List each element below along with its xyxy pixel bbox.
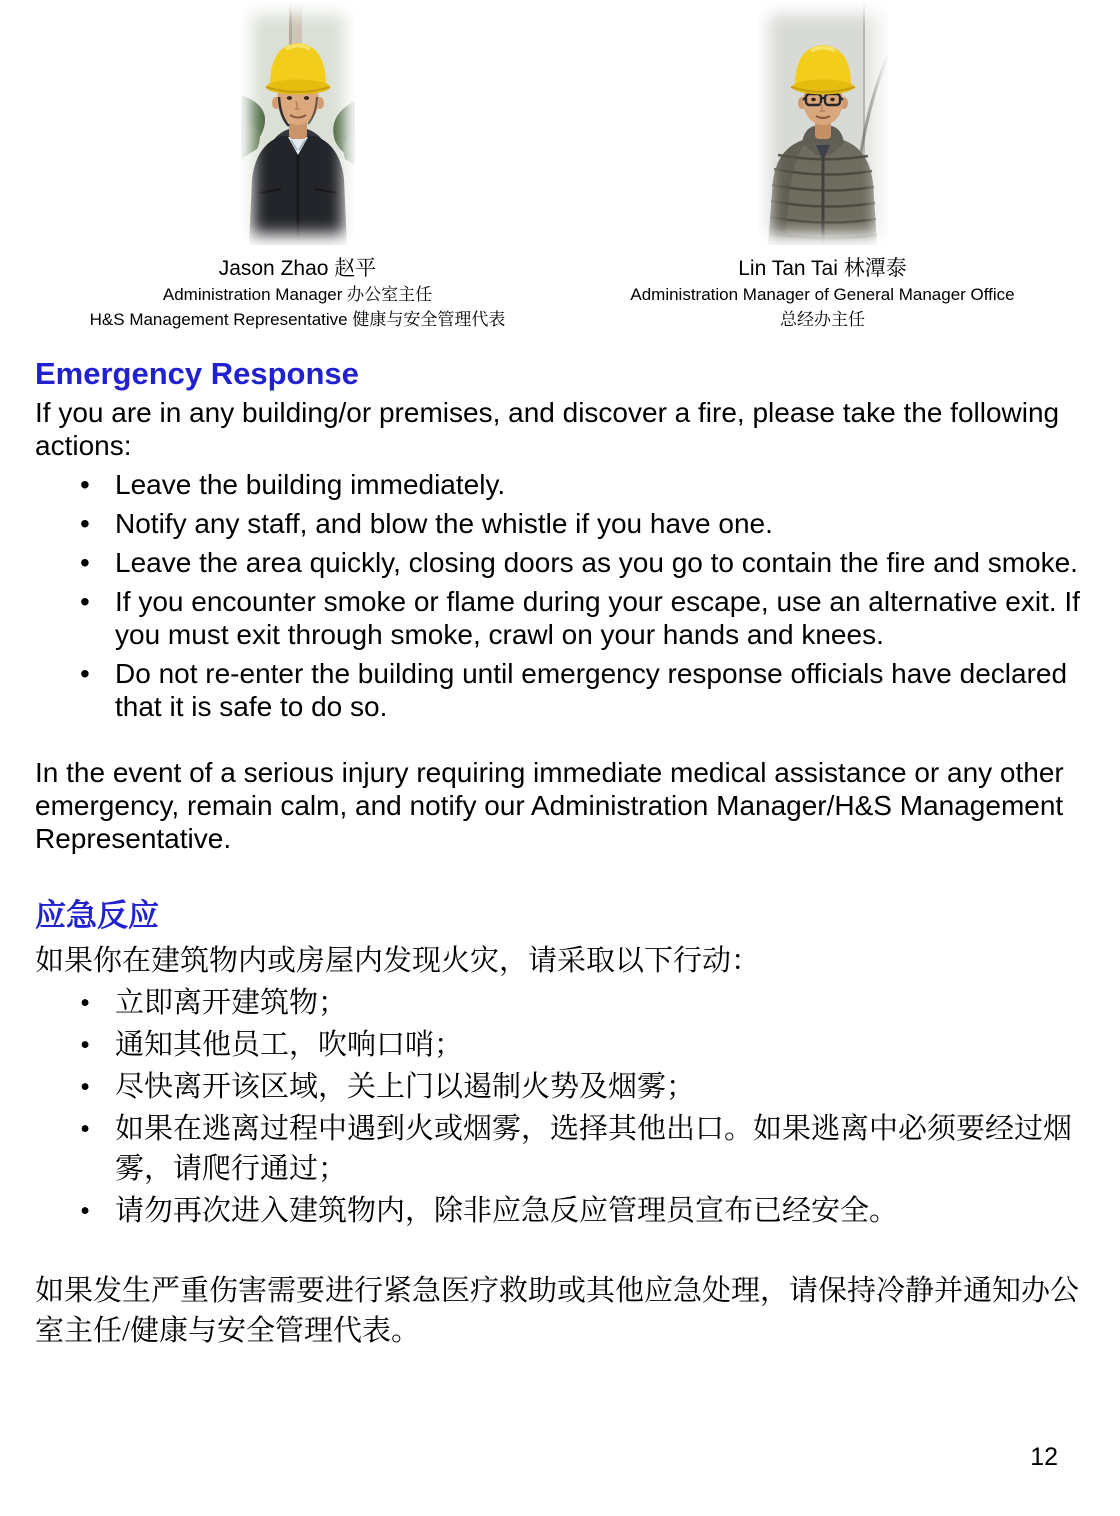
- person-right-photo-illustration: [758, 3, 888, 245]
- person-title-line1: Administration Manager 办公室主任: [162, 285, 433, 304]
- list-item: [35, 1067, 1085, 1107]
- person-name: Jason Zhao 赵平: [218, 257, 377, 280]
- person-title-line1: Administration Manager of General Manager Office: [630, 285, 1015, 304]
- person-left: [35, 3, 560, 332]
- page-number: 12: [1030, 1443, 1058, 1471]
- intro-paragraph-en: If you are in any building/or premises, and discover a fire, please take the following actions:: [35, 397, 1060, 461]
- list-item: [35, 546, 1085, 579]
- bullet-list-zh: [35, 983, 1085, 1231]
- list-item: [35, 983, 1085, 1023]
- outro-paragraph-zh: 如果发生严重伤害需要进行紧急医疗救助或其他应急处理，请保持冷静并通知办公室主任/健康与安全管理代表。: [35, 1275, 1080, 1347]
- list-item-text: 请勿再次进入建筑物内，除非应急反应管理员宣布已经安全。: [115, 1195, 899, 1227]
- person-left-photo-illustration: [241, 3, 355, 245]
- emergency-response-section-zh: [0, 899, 1120, 1351]
- bullet-dot-icon: •: [80, 1195, 91, 1227]
- list-item-text: 如果在逃离过程中遇到火或烟雾，选择其他出口。如果逃离中必须要经过烟雾，请爬行通过；: [115, 1113, 1073, 1185]
- person-right: [560, 3, 1085, 332]
- list-item-text: 通知其他员工，吹响口哨；: [115, 1029, 464, 1061]
- intro-paragraph-zh: 如果你在建筑物内或房屋内发现火灾，请采取以下行动：: [35, 945, 761, 977]
- person-right-caption: [630, 255, 1014, 332]
- bullet-dot-icon: •: [80, 1113, 91, 1145]
- outro-paragraph-en: In the event of a serious injury requiring immediate medical assistance or any other emergency, remain calm, and notify our Administration Manager/H&S Management Representative.: [35, 757, 1064, 854]
- person-title-line2: 总经办主任: [780, 310, 865, 329]
- list-item-text: 尽快离开该区域，关上门以遏制火势及烟雾；: [115, 1071, 696, 1103]
- emergency-response-section-en: [0, 357, 1120, 855]
- list-item: [35, 507, 1085, 540]
- person-right-photo: [758, 3, 888, 245]
- list-item-text: Leave the building immediately.: [115, 469, 506, 500]
- person-name: Lin Tan Tai 林潭泰: [738, 257, 907, 280]
- list-item-text: 立即离开建筑物；: [115, 987, 348, 1019]
- bullet-dot-icon: •: [80, 1029, 91, 1061]
- list-item-text: Notify any staff, and blow the whistle if you have one.: [115, 508, 773, 539]
- bullet-dot-icon: •: [80, 508, 90, 539]
- bullet-dot-icon: •: [80, 586, 90, 617]
- list-item: [35, 1109, 1085, 1189]
- list-item: [35, 585, 1085, 651]
- photos-row: [0, 0, 1120, 332]
- list-item: [35, 1191, 1085, 1231]
- list-item: [35, 657, 1085, 723]
- bullet-dot-icon: •: [80, 658, 90, 689]
- list-item-text: Do not re-enter the building until emergency response officials have declared that it is safe to do so.: [115, 658, 1068, 722]
- bullet-dot-icon: •: [80, 469, 90, 500]
- bullet-dot-icon: •: [80, 547, 90, 578]
- list-item: [35, 468, 1085, 501]
- bullet-list-en: [35, 468, 1085, 723]
- person-left-photo: [241, 3, 355, 245]
- person-left-caption: [90, 255, 506, 332]
- list-item-text: Leave the area quickly, closing doors as you go to contain the fire and smoke.: [115, 547, 1078, 578]
- bullet-dot-icon: •: [80, 1071, 91, 1103]
- section-heading-en: Emergency Response: [35, 356, 359, 391]
- list-item-text: If you encounter smoke or flame during your escape, use an alternative exit. If you must exit through smoke, crawl on your hands and knees.: [115, 586, 1080, 650]
- section-heading-zh: 应急反应: [35, 898, 159, 933]
- bullet-dot-icon: •: [80, 987, 91, 1019]
- person-title-line2: H&S Management Representative 健康与安全管理代表: [89, 310, 506, 329]
- list-item: [35, 1025, 1085, 1065]
